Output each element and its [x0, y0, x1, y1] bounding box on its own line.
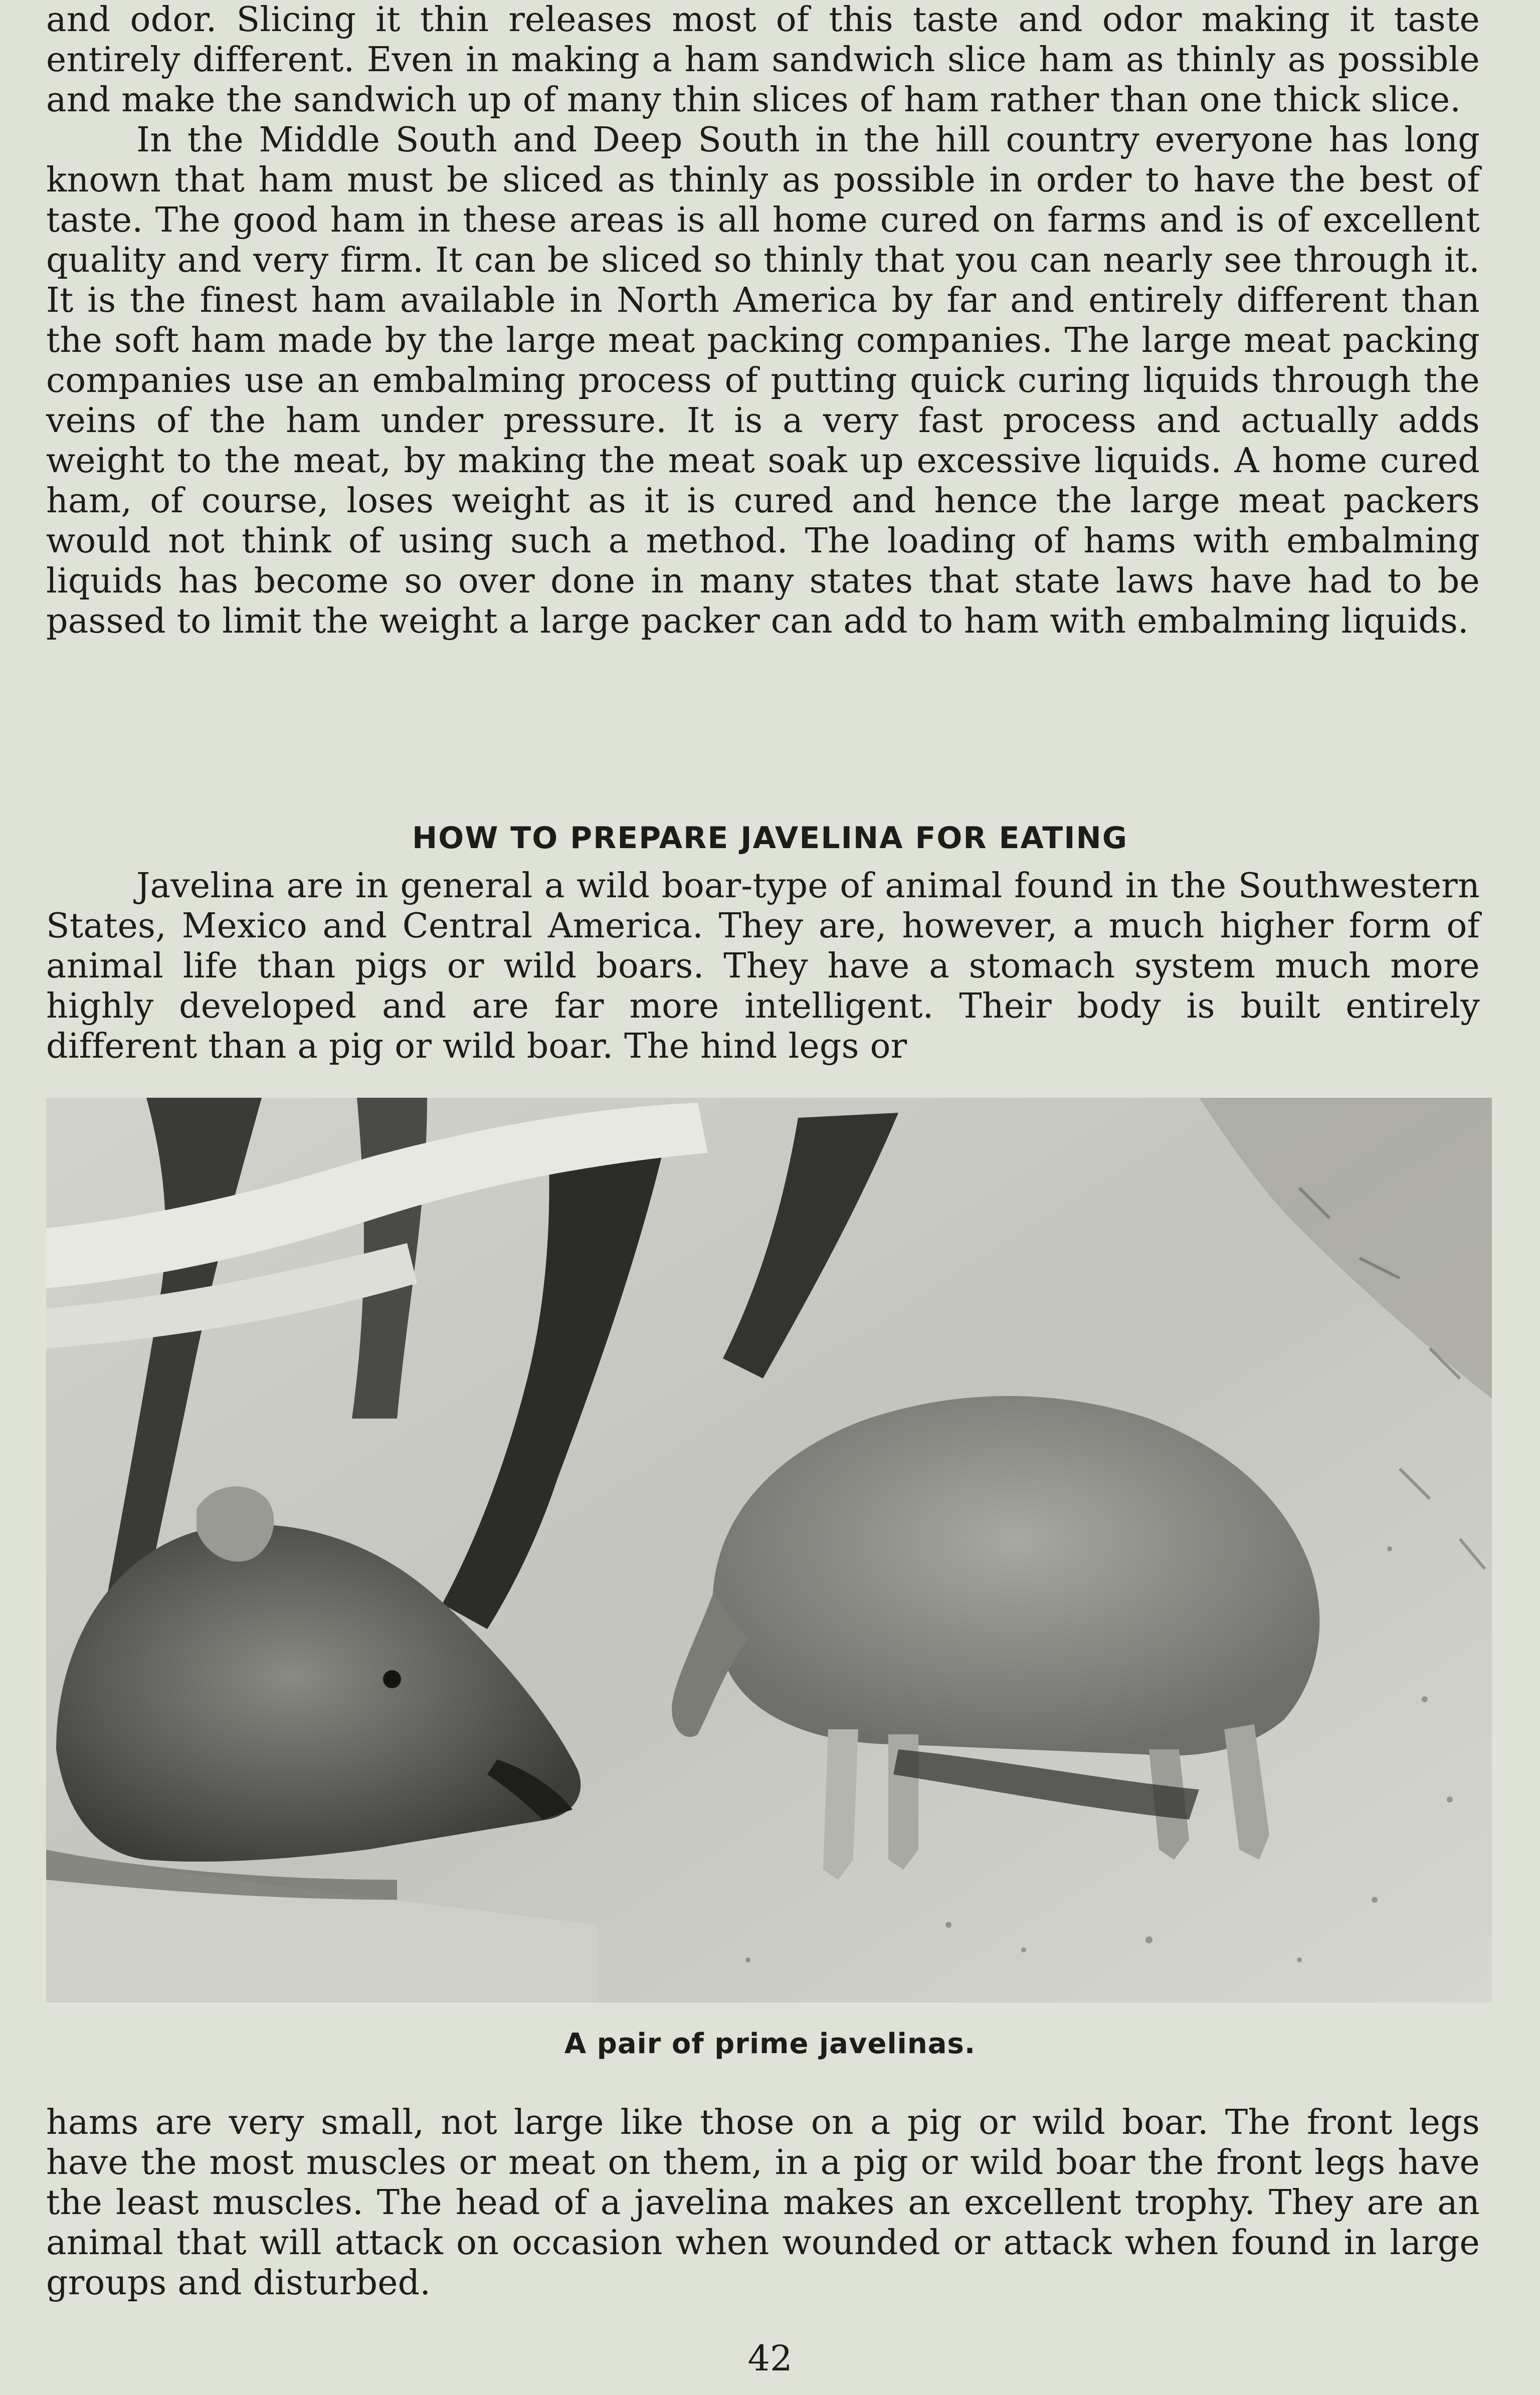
top-text-block [46, 0, 1480, 642]
page-number: 42 [747, 2338, 793, 2379]
paragraph-javelina-intro: Javelina are in general a wild boar-type of animal found in the Southwestern States, Mexico and Central America. They are, however, a much higher form of animal life than pigs or wild boars. They have a stomach system much more highly developed and are far more intelligent. Their body is built entirely different than a pig or wild boar. The hind legs or [46, 866, 1480, 1066]
paragraph-javelina-body: hams are very small, not large like those on a pig or wild boar. The front legs have the most muscles or meat on them, in a pig or wild boar the front legs have the least muscles. The head of a javelina makes an excellent trophy. They are an animal that will attack on occasion when wounded or attack when found in large groups and disturbed. [46, 2103, 1480, 2303]
paragraph-ham-slicing: and odor. Slicing it thin releases most of this taste and odor making it taste entirely different. Even in making a ham sandwich slice ham as thinly as possible and make the sandwich up of many thin slices of ham rather than one thick slice. [46, 0, 1480, 120]
paragraph-southern-ham: In the Middle South and Deep South in the hill country everyone has long known that ham must be sliced as thinly as possible in order to have the best of taste. The good ham in these areas is all home cured on farms and is of excellent quality and very firm. It can be sliced so thinly that you can nearly see through it. It is the finest ham available in North America by far and entirely different than the soft ham made by the large meat packing companies. The large meat packing companies use an embalming process of putting quick curing liquids through the veins of the ham under pressure. It is a very fast process and actually adds weight to the meat, by making the meat soak up excessive liquids. A home cured ham, of course, loses weight as it is cured and hence the large meat packers would not think of using such a method. The loading of hams with embalming liquids has become so over done in many states that state laws have had to be passed to limit the weight a large packer can add to ham with embalming liquids. [46, 120, 1480, 641]
javelina-photo [46, 1098, 1492, 2003]
middle-text-block [46, 866, 1480, 1067]
section-heading: HOW TO PREPARE JAVELINA FOR EATING [412, 821, 1128, 856]
photo-caption: A pair of prime javelinas. [564, 2028, 976, 2060]
bottom-text-block [46, 2103, 1480, 2303]
